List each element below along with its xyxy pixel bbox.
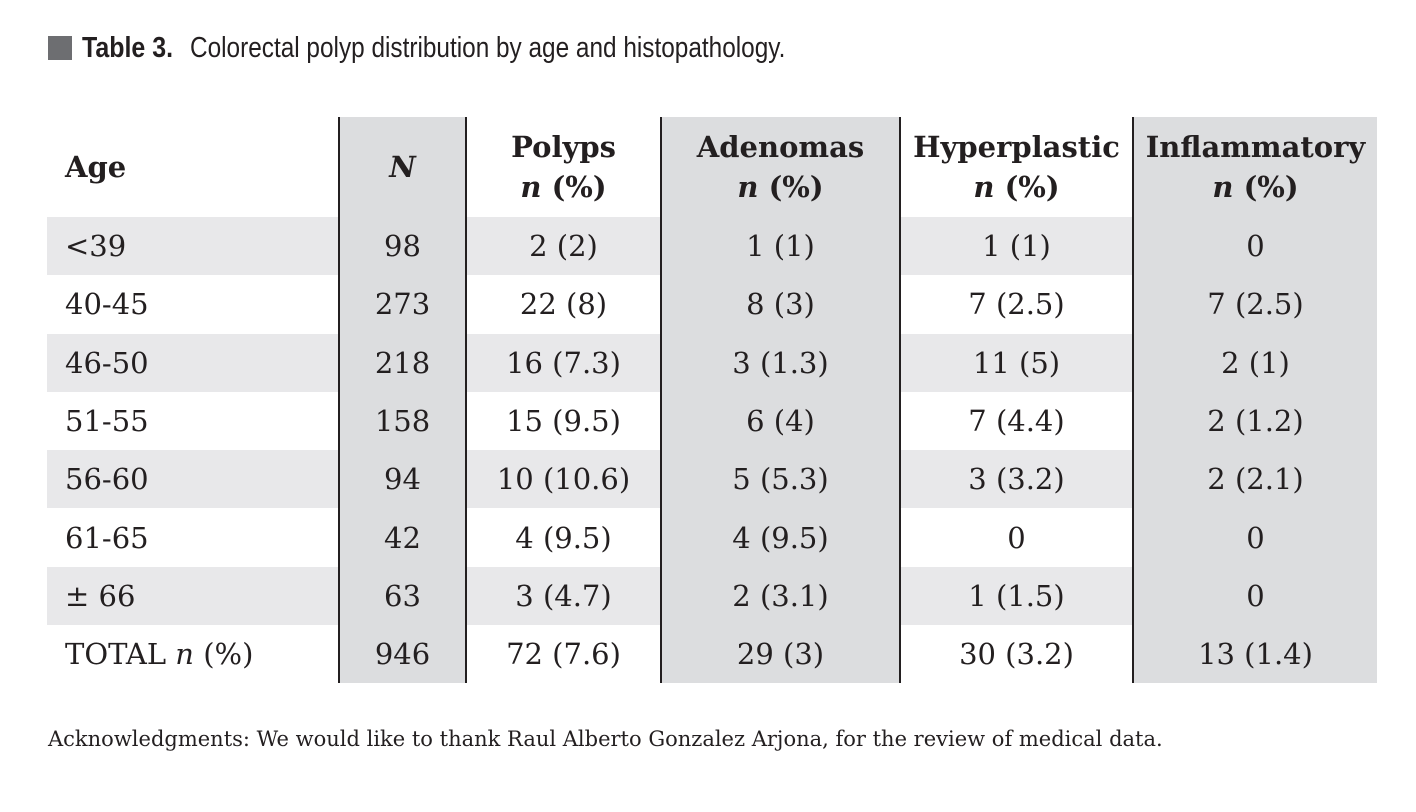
cell-total-label	[47, 625, 339, 683]
caption-text: Colorectal polyp distribution by age and histopathology.	[189, 31, 786, 64]
sub-pct: (%)	[758, 170, 824, 204]
header-age: Age	[65, 150, 127, 184]
cell-polyps: 72 (7.6)	[466, 625, 661, 683]
cell-polyps: 2 (2)	[466, 217, 661, 275]
cell-inflammatory: 0	[1133, 567, 1377, 625]
cell-hyperplastic: 30 (3.2)	[900, 625, 1133, 683]
sub-n: n	[973, 170, 995, 204]
header-polyps-label: Polyps	[511, 130, 616, 164]
cell-adenomas: 2 (3.1)	[661, 567, 900, 625]
header-inflammatory-label: Inflammatory	[1145, 130, 1366, 164]
header-polyps-sub	[467, 167, 660, 207]
cell-polyps: 22 (8)	[466, 275, 661, 333]
sub-n: n	[520, 170, 542, 204]
cell-adenomas: 1 (1)	[661, 217, 900, 275]
cell-inflammatory: 2 (1.2)	[1133, 392, 1377, 450]
cell-polyps: 4 (9.5)	[466, 508, 661, 566]
cell-adenomas: 6 (4)	[661, 392, 900, 450]
cell-polyps: 15 (9.5)	[466, 392, 661, 450]
cell-age: <39	[47, 217, 339, 275]
cell-age: 56-60	[47, 450, 339, 508]
cell-inflammatory: 2 (1)	[1133, 334, 1377, 392]
total-n-symbol: n	[175, 637, 194, 672]
header-hyperplastic-label: Hyperplastic	[913, 130, 1120, 164]
table-row	[47, 334, 1377, 392]
cell-hyperplastic: 7 (4.4)	[900, 392, 1133, 450]
cell-polyps: 16 (7.3)	[466, 334, 661, 392]
cell-age: 40-45	[65, 287, 149, 322]
table-row	[47, 508, 1377, 566]
sub-pct: (%)	[541, 170, 607, 204]
header-hyperplastic	[900, 117, 1133, 217]
total-suffix: (%)	[193, 637, 254, 672]
cell-inflammatory: 13 (1.4)	[1133, 625, 1377, 683]
cell-inflammatory: 2 (2.1)	[1133, 450, 1377, 508]
cell-inflammatory: 0	[1133, 508, 1377, 566]
cell-age: 51-55	[65, 404, 149, 439]
header-polyps	[466, 117, 661, 217]
header-inflammatory	[1133, 117, 1377, 217]
cell-hyperplastic: 0	[900, 508, 1133, 566]
header-adenomas-sub	[662, 167, 899, 207]
cell-adenomas: 3 (1.3)	[661, 334, 900, 392]
cell-age: 61-65	[65, 520, 149, 555]
total-prefix: TOTAL	[65, 637, 176, 672]
cell-n: 158	[339, 392, 466, 450]
cell-n: 946	[339, 625, 466, 683]
sub-pct: (%)	[1233, 170, 1299, 204]
cell-inflammatory: 7 (2.5)	[1133, 275, 1377, 333]
header-hyperplastic-sub	[901, 167, 1132, 207]
table-total-row	[47, 625, 1377, 683]
cell-adenomas: 29 (3)	[661, 625, 900, 683]
table-row	[47, 450, 1377, 508]
table-header-row	[47, 117, 1377, 217]
caption-label: Table 3.	[82, 31, 174, 64]
cell-hyperplastic: 1 (1)	[900, 217, 1133, 275]
cell-n: 273	[339, 275, 466, 333]
cell-n: 94	[339, 450, 466, 508]
sub-n: n	[1212, 170, 1234, 204]
polyp-distribution-table	[47, 117, 1377, 683]
cell-n: 42	[339, 508, 466, 566]
acknowledgments-text: Acknowledgments: We would like to thank Raul Alberto Gonzalez Arjona, for the review of medical data.	[48, 727, 1163, 751]
table-row	[47, 275, 1377, 333]
cell-hyperplastic: 1 (1.5)	[900, 567, 1133, 625]
cell-adenomas: 5 (5.3)	[661, 450, 900, 508]
cell-n: 63	[339, 567, 466, 625]
cell-hyperplastic: 7 (2.5)	[900, 275, 1133, 333]
cell-hyperplastic: 3 (3.2)	[900, 450, 1133, 508]
header-n	[339, 117, 466, 217]
header-n-label: N	[389, 150, 416, 184]
cell-hyperplastic: 11 (5)	[900, 334, 1133, 392]
header-adenomas	[661, 117, 900, 217]
sub-n: n	[737, 170, 759, 204]
cell-n: 98	[339, 217, 466, 275]
caption-square-icon	[48, 36, 72, 60]
cell-adenomas: 8 (3)	[661, 275, 900, 333]
header-adenomas-label: Adenomas	[696, 130, 865, 164]
sub-pct: (%)	[994, 170, 1060, 204]
cell-inflammatory: 0	[1133, 217, 1377, 275]
table-row	[47, 392, 1377, 450]
cell-polyps: 3 (4.7)	[466, 567, 661, 625]
cell-polyps: 10 (10.6)	[466, 450, 661, 508]
table-row	[47, 567, 1377, 625]
header-inflammatory-sub	[1134, 167, 1377, 207]
cell-age: ± 66	[47, 567, 339, 625]
table-row	[47, 217, 1377, 275]
cell-n: 218	[339, 334, 466, 392]
cell-adenomas: 4 (9.5)	[661, 508, 900, 566]
cell-age: 46-50	[47, 334, 339, 392]
table-caption	[48, 28, 899, 68]
